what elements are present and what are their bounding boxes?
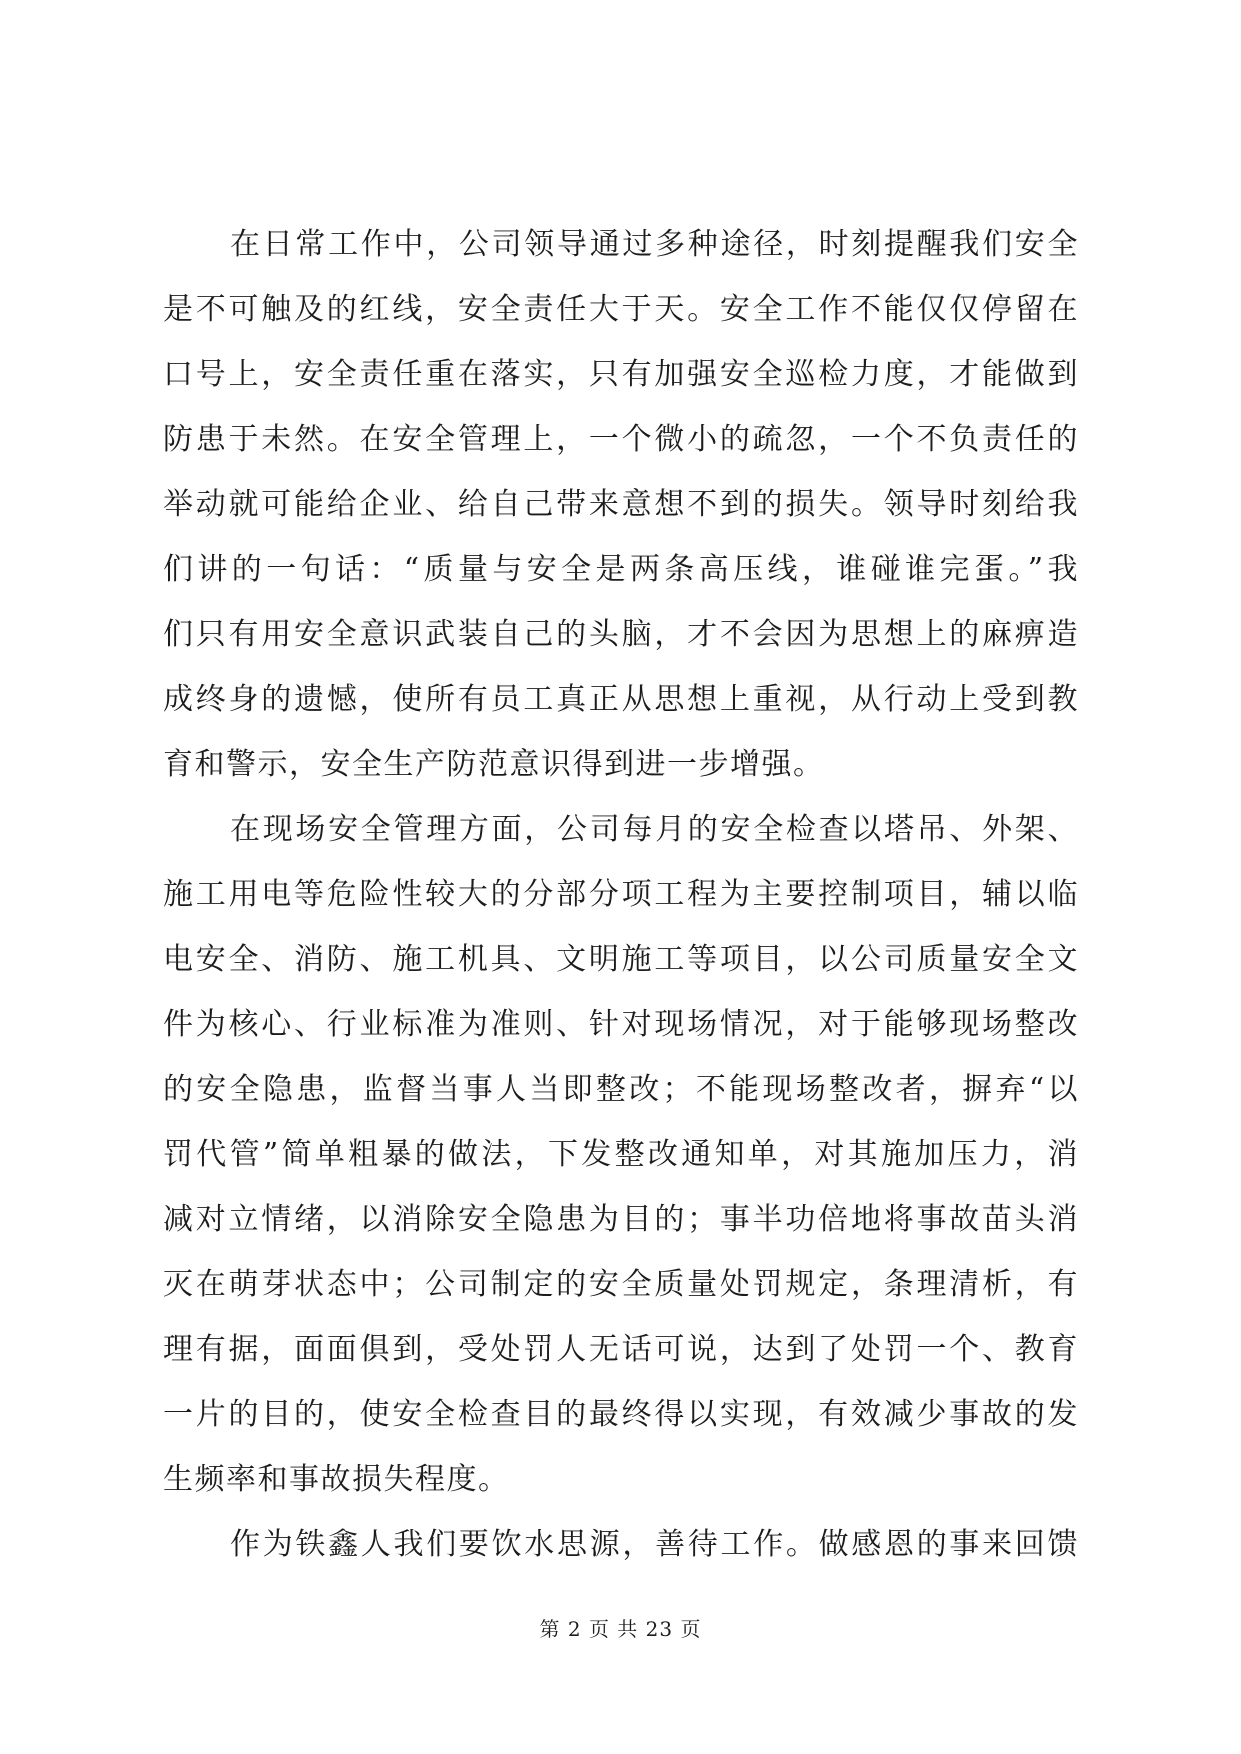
paragraph-line: 施工用电等危险性较大的分部分项工程为主要控制项目，辅以临: [163, 877, 1079, 912]
paragraph-line: 理有据，面面俱到，受处罚人无话可说，达到了处罚一个、教育: [163, 1332, 1079, 1367]
paragraph-2: [163, 812, 1079, 1530]
paragraph-line: 生频率和事故损失程度。: [163, 1462, 510, 1497]
paragraph-line: 防患于未然。在安全管理上，一个微小的疏忽，一个不负责任的: [163, 422, 1079, 457]
body-text: [163, 227, 1079, 1595]
paragraph-line: 罚代管”简单粗暴的做法，下发整改通知单，对其施加压力，消: [163, 1137, 1079, 1172]
paragraph-line: 成终身的遗憾，使所有员工真正从思想上重视，从行动上受到教: [163, 682, 1079, 717]
paragraph-line: 作为铁鑫人我们要饮水思源，善待工作。做感恩的事来回馈: [230, 1527, 1079, 1562]
paragraph-line: 的安全隐患，监督当事人当即整改；不能现场整改者，摒弃“以: [163, 1072, 1079, 1107]
paragraph-line: 在日常工作中，公司领导通过多种途径，时刻提醒我们安全: [230, 227, 1079, 262]
paragraph-3: [163, 1527, 1079, 1595]
page-number-footer: 第 2 页 共 23 页: [539, 1617, 702, 1641]
paragraph-line: 灭在萌芽状态中；公司制定的安全质量处罚规定，条理清析，有: [163, 1267, 1079, 1302]
paragraph-line: 举动就可能给企业、给自己带来意想不到的损失。领导时刻给我: [163, 487, 1079, 522]
paragraph-line: 育和警示，安全生产防范意识得到进一步增强。: [163, 747, 825, 782]
paragraph-line: 是不可触及的红线，安全责任大于天。安全工作不能仅仅停留在: [163, 292, 1079, 327]
paragraph-line: 们讲的一句话：“质量与安全是两条高压线，谁碰谁完蛋。”我: [163, 552, 1079, 587]
paragraph-line: 电安全、消防、施工机具、文明施工等项目，以公司质量安全文: [163, 942, 1079, 977]
paragraph-line: 一片的目的，使安全检查目的最终得以实现，有效减少事故的发: [163, 1397, 1079, 1432]
paragraph-line: 们只有用安全意识武装自己的头脑，才不会因为思想上的麻痹造: [163, 617, 1079, 652]
paragraph-line: 件为核心、行业标准为准则、针对现场情况，对于能够现场整改: [163, 1007, 1079, 1042]
paragraph-1: [163, 227, 1079, 815]
paragraph-line: 口号上，安全责任重在落实，只有加强安全巡检力度，才能做到: [163, 357, 1079, 392]
paragraph-line: 减对立情绪，以消除安全隐患为目的；事半功倍地将事故苗头消: [163, 1202, 1079, 1237]
paragraph-line: 在现场安全管理方面，公司每月的安全检查以塔吊、外架、: [230, 812, 1079, 847]
